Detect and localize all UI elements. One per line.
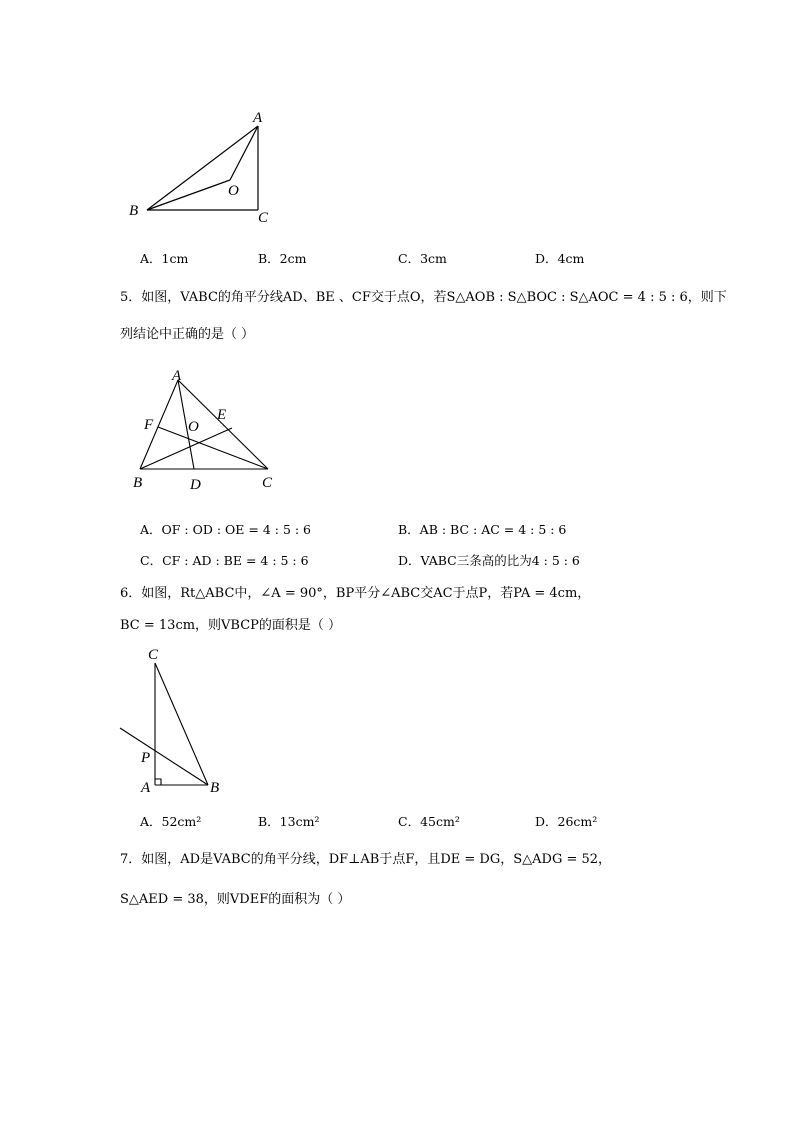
label-b: B bbox=[129, 203, 139, 219]
label-c: C bbox=[258, 210, 269, 226]
segment-be bbox=[140, 428, 232, 469]
q5-option-b: B．AB : BC : AC = 4 : 5 : 6 bbox=[398, 522, 567, 537]
label-b: B bbox=[210, 780, 220, 796]
q7-stem-line2: S△AED = 38，则VDEF的面积为（ ） bbox=[120, 892, 351, 907]
label-a: A bbox=[172, 368, 182, 384]
q5-stem-line2: 列结论中正确的是（ ） bbox=[120, 327, 255, 342]
q5-option-c: C．CF : AD : BE = 4 : 5 : 6 bbox=[140, 553, 309, 568]
label-p: P bbox=[141, 750, 151, 766]
segment-cb bbox=[155, 663, 208, 785]
q4-option-b: B．2cm bbox=[258, 251, 307, 266]
label-a: A bbox=[253, 110, 263, 126]
label-o: O bbox=[188, 419, 199, 435]
segment-bo bbox=[147, 180, 230, 210]
q6-option-a: A．52cm² bbox=[140, 814, 202, 829]
q7-stem-line1: 7．如图，AD是VABC的角平分线，DF⊥AB于点F，且DE = DG，S△ADG = 52， bbox=[120, 852, 612, 867]
q6-figure bbox=[115, 640, 245, 805]
label-c: C bbox=[262, 475, 273, 491]
q6-option-c: C．45cm² bbox=[398, 814, 460, 829]
q5-option-d: D．VABC三条高的比为4 : 5 : 6 bbox=[398, 553, 580, 568]
segment-ao bbox=[230, 126, 258, 180]
q6-option-b: B．13cm² bbox=[258, 814, 320, 829]
q4-option-a: A．1cm bbox=[140, 251, 189, 266]
q5-figure bbox=[120, 365, 290, 500]
label-o: O bbox=[228, 183, 239, 199]
right-angle-mark bbox=[155, 779, 161, 785]
q5-option-a: A．OF : OD : OE = 4 : 5 : 6 bbox=[140, 522, 312, 537]
q4-option-c: C．3cm bbox=[398, 251, 447, 266]
segment-cf bbox=[158, 427, 268, 469]
label-d: D bbox=[190, 477, 201, 493]
q6-stem-line1: 6．如图，Rt△ABC中，∠A = 90°，BP平分∠ABC交AC于点P，若PA = 4cm， bbox=[120, 586, 591, 601]
label-a: A bbox=[141, 780, 151, 796]
segment-bp-extended bbox=[120, 728, 208, 785]
q6-option-d: D．26cm² bbox=[535, 814, 598, 829]
q4-option-d: D．4cm bbox=[535, 251, 585, 266]
q4-figure bbox=[120, 100, 290, 230]
label-f: F bbox=[144, 417, 154, 433]
label-e: E bbox=[217, 407, 227, 423]
label-b: B bbox=[133, 475, 143, 491]
q6-stem-line2: BC = 13cm，则VBCP的面积是（ ） bbox=[120, 618, 342, 633]
label-c: C bbox=[148, 647, 159, 663]
q5-stem-line1: 5．如图，VABC的角平分线AD、BE 、CF交于点O，若S△AOB : S△BOC : S△AOC = 4 : 5 : 6，则下 bbox=[120, 290, 727, 305]
segment-ba bbox=[147, 126, 258, 210]
